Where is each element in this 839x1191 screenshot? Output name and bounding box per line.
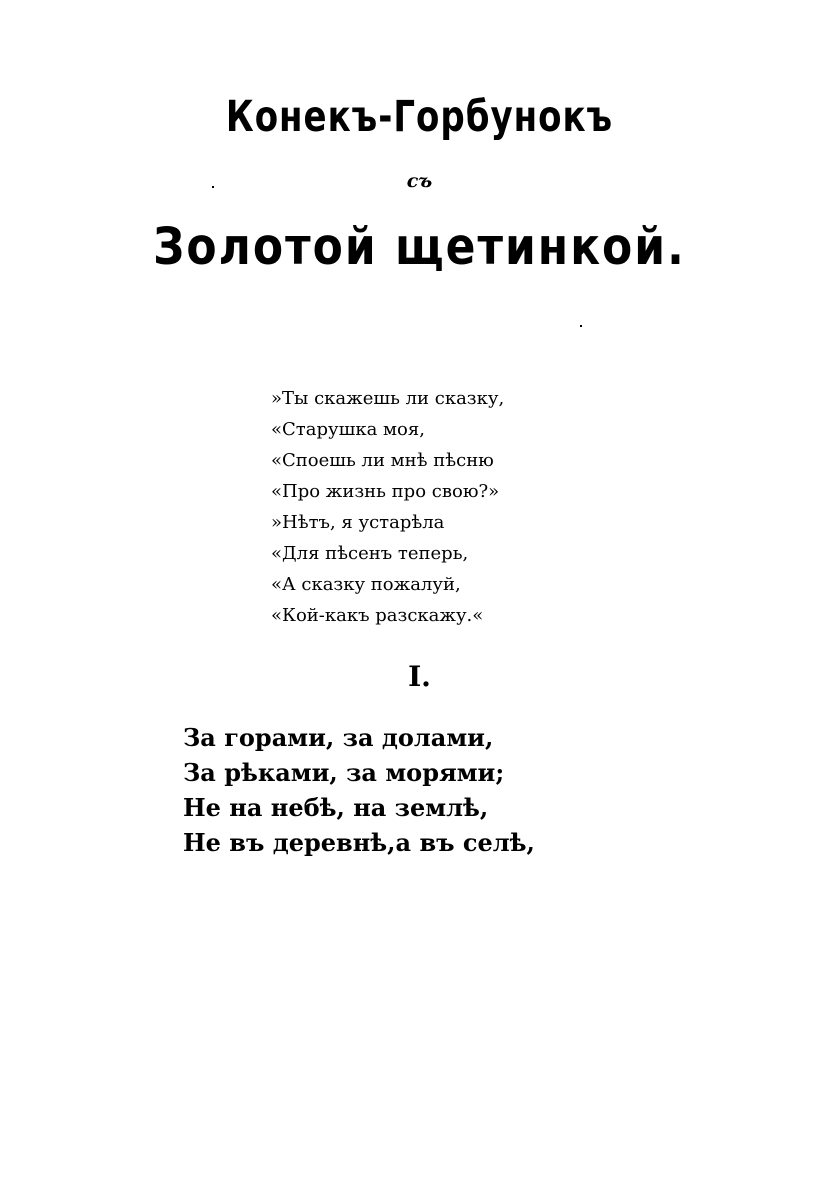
epigraph-line: «Для пѣсенъ теперь, <box>271 543 469 564</box>
verse-line: Не въ деревнѣ,а въ селѣ, <box>183 828 535 857</box>
verse-line: За горами, за долами, <box>183 723 494 752</box>
title-main: Конекъ-Горбунокъ <box>225 92 614 142</box>
verse-line: Не на небѣ, на землѣ, <box>183 793 489 822</box>
chapter-number: I. <box>408 660 431 693</box>
epigraph-line: «А сказку пожалуй, <box>271 574 461 595</box>
epigraph-line: «Споешь ли мнѣ пѣсню <box>271 450 494 471</box>
epigraph <box>271 383 571 631</box>
stray-mark <box>580 325 582 327</box>
title-subtitle: Золотой щетинкой. <box>153 218 686 277</box>
epigraph-line: «Про жизнь про свою?» <box>271 481 500 502</box>
verse-line: За рѣками, за морями; <box>183 758 505 787</box>
epigraph-line: «Кой-какъ разскажу.« <box>271 605 484 626</box>
title-conjunction: съ <box>406 170 433 192</box>
epigraph-line: «Старушка моя, <box>271 419 425 440</box>
epigraph-line: »Нѣтъ, я устарѣла <box>271 512 445 533</box>
verse <box>183 720 683 860</box>
epigraph-line: »Ты скажешь ли сказку, <box>271 388 505 409</box>
